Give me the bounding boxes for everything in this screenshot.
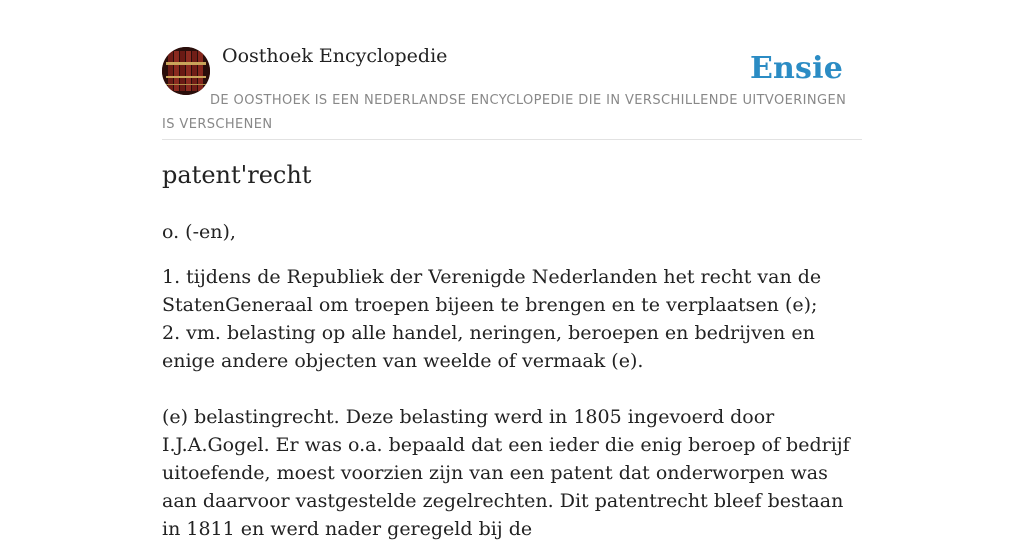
page-container (162, 0, 862, 540)
source-name[interactable]: Oosthoek Encyclopedie (222, 45, 448, 67)
entry-note: (e) belastingrecht. Deze belasting werd in 1805 ingevoerd door I.J.A.Gogel. Er was o.a. bepaald dat een ieder die enig beroep of bedrijf uitoefende, moest voorzien zijn van een patent dat onderworpen was aan daarvoor vastgestelde zegelrechten. Dit patentrecht bleef bestaan in 1811 en werd nader geregeld bij de (162, 406, 850, 540)
brand-logo[interactable]: Ensie (749, 51, 843, 86)
encyclopedia-books-icon[interactable] (162, 47, 210, 95)
site-header (162, 0, 862, 140)
definition-item: 1. tijdens de Republiek der Verenigde Nederlanden het recht van de StatenGeneraal om troepen bijeen te brengen en te verplaatsen (e); (162, 266, 822, 316)
definition-item: 2. vm. belasting op alle handel, neringen, beroepen en bedrijven en enige andere objecten van weelde of vermaak (e). (162, 322, 815, 372)
entry-title: patent'recht (162, 161, 312, 189)
entry-grammar: o. (-en), (162, 221, 236, 243)
entry-definitions (162, 263, 862, 375)
source-tagline: DE OOSTHOEK IS EEN NEDERLANDSE ENCYCLOPEDIE DIE IN VERSCHILLENDE UITVOERINGEN IS VERSCHENEN (162, 93, 847, 132)
